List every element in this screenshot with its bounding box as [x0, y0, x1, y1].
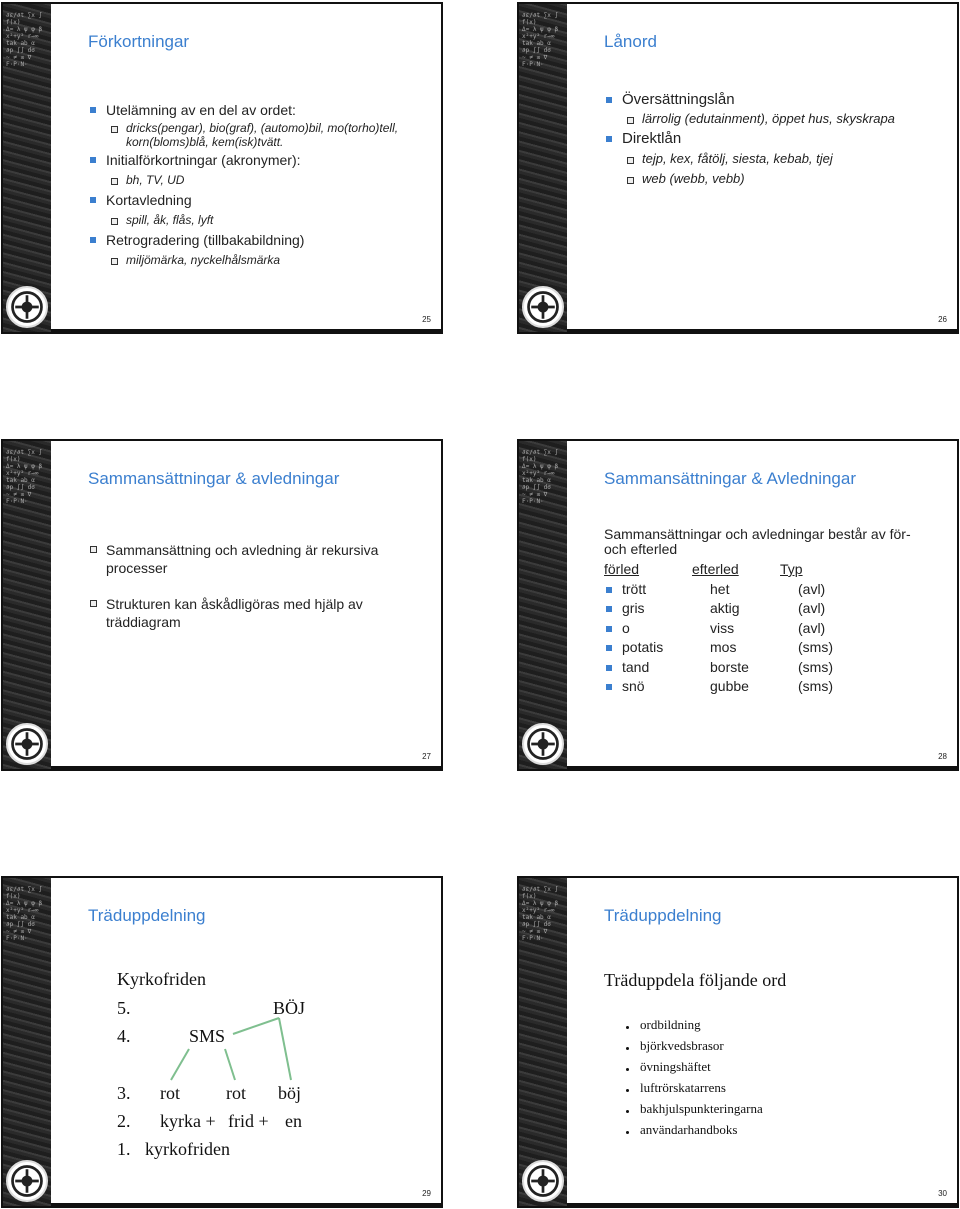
sub-bullet-item: tejp, kex, fåtölj, siesta, kebab, tjej	[604, 152, 949, 166]
word-list	[622, 1014, 763, 1140]
slide-body	[88, 541, 411, 631]
slide-28	[517, 439, 959, 771]
table-row	[604, 638, 937, 658]
slide-number: 28	[938, 752, 947, 761]
slide-27	[1, 439, 443, 771]
tree-node: BÖJ	[273, 998, 306, 1018]
bottom-rule	[567, 766, 957, 769]
bullet-item: Sammansättning och avledning är rekursiva processer	[88, 541, 411, 577]
table-cell: (sms)	[798, 658, 833, 675]
university-seal-icon	[6, 286, 48, 328]
sub-bullet-item: dricks(pengar), bio(graf), (automo)bil, mo(torho)tell, korn(bloms)blå, kem(isk)tvätt.	[88, 121, 433, 149]
bottom-rule	[51, 766, 441, 769]
table-cell: aktig	[710, 600, 740, 616]
tree-node: rot	[226, 1083, 246, 1103]
bullet-item: Översättningslån	[604, 91, 949, 109]
slide-title: Sammansättningar & avledningar	[88, 469, 340, 488]
sub-bullet-item: bh, TV, UD	[88, 173, 433, 187]
table-row	[604, 599, 937, 619]
sub-bullet-item: web (webb, vebb)	[604, 172, 949, 186]
table-cell: tand	[604, 658, 710, 678]
table-cell: (avl)	[798, 600, 826, 616]
slide-number: 30	[938, 1189, 947, 1198]
slide-body	[88, 100, 433, 269]
column-header: förled	[604, 561, 640, 577]
chalkboard-strip: ∂ε/∂t ∑x ∫ f(x) Δ≈ λ ψ φ β x²+y² r→∞ tak ab α ∂p ∫∫ dσ ~ ≠ ≤ ∇ F·P·N·	[3, 441, 51, 769]
level-label: 4.	[117, 1026, 131, 1046]
slide-26	[517, 2, 959, 334]
bullet-item: Retrogradering (tillbakabildning)	[88, 231, 433, 249]
table-cell: o	[604, 619, 710, 639]
table-cell: (avl)	[798, 619, 826, 636]
table-cell: trött	[604, 580, 710, 600]
table-row	[604, 619, 937, 639]
level-label: 3.	[117, 1083, 131, 1103]
table-cell: viss	[710, 619, 735, 636]
tree-node: SMS	[189, 1026, 226, 1046]
table-row	[604, 677, 937, 697]
level-label: 2.	[117, 1111, 131, 1131]
tree-node: böj	[278, 1083, 302, 1103]
university-seal-icon	[522, 1160, 564, 1202]
bullet-item: Direktlån	[604, 130, 949, 148]
chalkboard-strip: ∂ε/∂t ∑x ∫ f(x) Δ≈ λ ψ φ β x²+y² r→∞ tak ab α ∂p ∫∫ dσ ~ ≠ ≤ ∇ F·P·N·	[519, 878, 567, 1206]
chalkboard-strip: ∂ε/∂t ∑x ∫ f(x) Δ≈ λ ψ φ β x²+y² r→∞ tak ab α ∂p ∫∫ dσ ~ ≠ ≤ ∇ F·P·N·	[3, 878, 51, 1206]
list-item: bakhjulspunkteringarna	[622, 1098, 763, 1119]
table-cell: (sms)	[798, 639, 833, 655]
tree-node: rot	[160, 1083, 180, 1103]
column-header: efterled	[692, 561, 739, 577]
slide-number: 26	[938, 315, 947, 324]
slide-title: Träduppdelning	[604, 906, 722, 925]
slide-title: Träduppdelning	[88, 906, 206, 925]
bullet-item: Initialförkortningar (akronymer):	[88, 151, 433, 169]
slide-25	[1, 2, 443, 334]
slide-30	[517, 876, 959, 1208]
slide-title: Sammansättningar & Avledningar	[604, 469, 857, 488]
bottom-rule	[51, 329, 441, 332]
slide-body	[604, 90, 949, 188]
bottom-rule	[567, 329, 957, 332]
table-cell: gubbe	[710, 678, 749, 694]
table-body	[604, 580, 937, 697]
slide-heading: Träduppdela följande ord	[604, 970, 787, 990]
tree-node: frid +	[228, 1111, 269, 1131]
table-cell: (avl)	[798, 580, 826, 597]
sub-bullet-item: miljömärka, nyckelhålsmärka	[88, 253, 433, 267]
table-header	[604, 560, 937, 580]
slide-number: 27	[422, 752, 431, 761]
list-item: björkvedsbrasor	[622, 1035, 763, 1056]
slide-body	[604, 527, 937, 697]
level-label: 1.	[117, 1139, 131, 1159]
table-cell: het	[710, 580, 730, 597]
list-item: ordbildning	[622, 1014, 763, 1035]
list-item: användarhandboks	[622, 1119, 763, 1140]
list-item: övningshäftet	[622, 1056, 763, 1077]
table-cell: snö	[604, 677, 710, 697]
bullet-item: Strukturen kan åskådligöras med hjälp av träddiagram	[88, 595, 411, 631]
chalkboard-strip: ∂ε/∂t ∑x ∫ f(x) Δ≈ λ ψ φ β x²+y² r→∞ tak ab α ∂p ∫∫ dσ ~ ≠ ≤ ∇ F·P·N·	[519, 441, 567, 769]
chalkboard-strip: ∂ε/∂t ∑x ∫ f(x) Δ≈ λ ψ φ β x²+y² r→∞ tak ab α ∂p ∫∫ dσ ~ ≠ ≤ ∇ F·P·N·	[3, 4, 51, 332]
list-item: luftrörskatarrens	[622, 1077, 763, 1098]
table-cell: mos	[710, 639, 737, 655]
sub-bullet-item: spill, åk, flås, lyft	[88, 213, 433, 227]
tree-node: en	[285, 1111, 302, 1131]
bullet-item: Utelämning av en del av ordet:	[88, 101, 433, 119]
slide-number: 29	[422, 1189, 431, 1198]
table-cell: borste	[710, 658, 749, 675]
slide-29	[1, 876, 443, 1208]
tree-node: kyrkofriden	[145, 1139, 230, 1159]
column-header: Typ	[780, 561, 803, 577]
bottom-rule	[567, 1203, 957, 1206]
table-row	[604, 658, 937, 678]
tree-word: Kyrkofriden	[117, 969, 206, 989]
university-seal-icon	[6, 723, 48, 765]
slide-title: Förkortningar	[88, 32, 190, 51]
sub-bullet-item: lärrolig (edutainment), öppet hus, skyskrapa	[604, 112, 949, 126]
table-row	[604, 580, 937, 600]
slide-title: Lånord	[604, 32, 657, 51]
table-cell: (sms)	[798, 678, 833, 694]
chalkboard-strip: ∂ε/∂t ∑x ∫ f(x) Δ≈ λ ψ φ β x²+y² r→∞ tak ab α ∂p ∫∫ dσ ~ ≠ ≤ ∇ F·P·N·	[519, 4, 567, 332]
tree-node: kyrka +	[160, 1111, 216, 1131]
table-cell: potatis	[604, 638, 710, 658]
university-seal-icon	[522, 723, 564, 765]
slide-number: 25	[422, 315, 431, 324]
bullet-item: Kortavledning	[88, 191, 433, 209]
intro-text: Sammansättningar och avledningar består av för- och efterled	[604, 526, 911, 557]
table-cell: gris	[604, 599, 710, 619]
level-label: 5.	[117, 998, 131, 1018]
university-seal-icon	[522, 286, 564, 328]
